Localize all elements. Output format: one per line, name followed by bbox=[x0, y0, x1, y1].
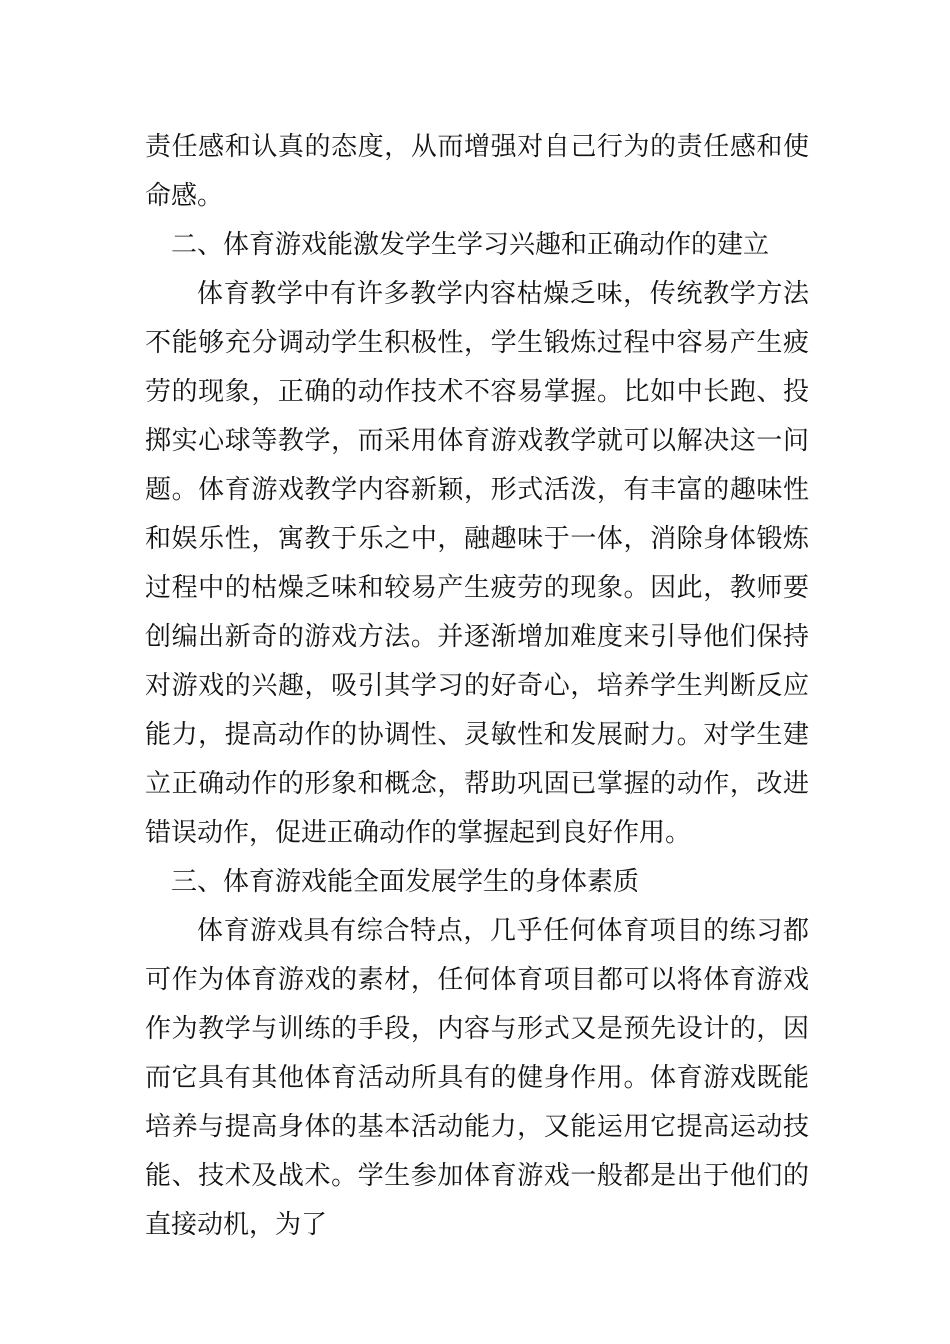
section-heading-three: 三、体育游戏能全面发展学生的身体素质 bbox=[171, 867, 640, 897]
paragraph-games-interest: 体育教学中有许多教学内容枯燥乏味，传统教学方法不能够充分调动学生积极性，学生锻炼过程中容易产生疲劳的现象，正确的动作技术不容易掌握。比如中长跑、投掷实心球等教学，而采用体育游戏教学就可以解决这一问题。体育游戏教学内容新颖，形式活泼，有丰富的趣味性和娱乐性，寓教于乐之中，融趣味于一体，消除身体锻炼过程中的枯燥乏味和较易产生疲劳的现象。因此，教师要创编出新奇的游戏方法。并逐渐增加难度来引导他们保持对游戏的兴趣，吸引其学习的好奇心，培养学生判断反应能力，提高动作的协调性、灵敏性和发展耐力。对学生建立正确动作的形象和概念，帮助巩固已掌握的动作，改进错误动作，促进正确动作的掌握起到良好作用。 bbox=[145, 279, 809, 848]
document-body bbox=[145, 123, 809, 1250]
section-heading-two: 二、体育游戏能激发学生学习兴趣和正确动作的建立 bbox=[171, 230, 770, 260]
paragraph-physical-quality: 体育游戏具有综合特点，几乎任何体育项目的练习都可作为体育游戏的素材，任何体育项目都可以将体育游戏作为教学与训练的手段，内容与形式又是预先设计的，因而它具有其他体育活动所具有的健身作用。体育游戏既能培养与提高身体的基本活动能力，又能运用它提高运动技能、技术及战术。学生参加体育游戏一般都是出于他们的直接动机，为了 bbox=[145, 916, 809, 1240]
paragraph-continued: 责任感和认真的态度，从而增强对自己行为的责任感和使命感。 bbox=[145, 132, 809, 211]
